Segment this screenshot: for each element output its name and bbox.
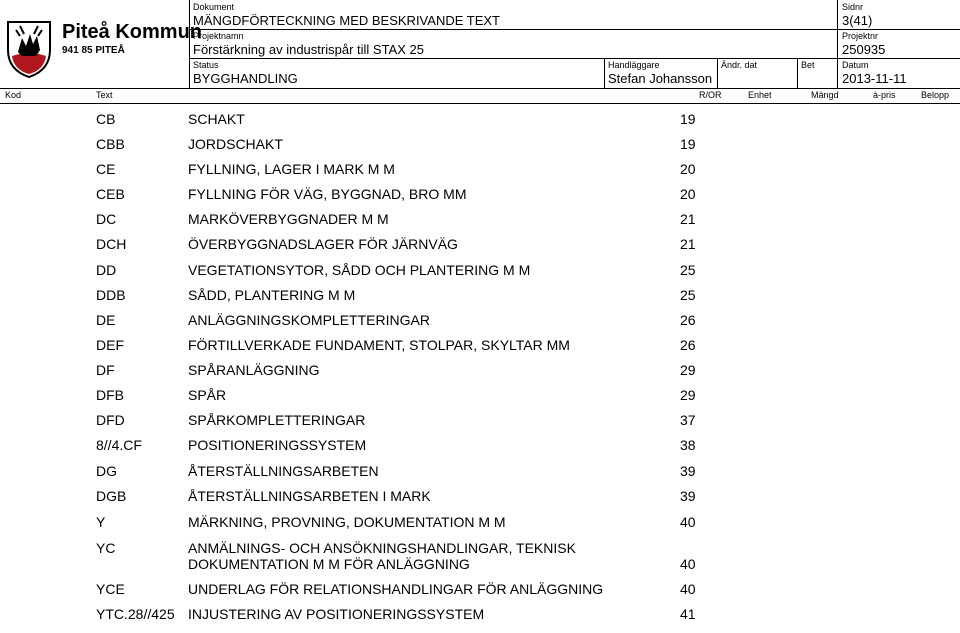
col-enhet: Enhet xyxy=(748,90,772,100)
col-apris: à-pris xyxy=(873,90,896,100)
item-code: DE xyxy=(96,312,116,328)
item-page: 25 xyxy=(680,287,696,303)
item-text: MARKÖVERBYGGNADER M M xyxy=(188,211,389,227)
item-code: DFD xyxy=(96,412,125,428)
datum-value: 2013-11-11 xyxy=(842,71,907,86)
item-text: ÅTERSTÄLLNINGSARBETEN xyxy=(188,463,379,479)
item-code: DD xyxy=(96,262,117,278)
item-page: 40 xyxy=(680,581,696,597)
item-page: 40 xyxy=(680,514,696,530)
reindeer-shield-icon xyxy=(6,20,52,78)
item-text: SCHAKT xyxy=(188,111,245,127)
item-page: 37 xyxy=(680,412,696,428)
logo xyxy=(6,20,203,82)
item-page: 21 xyxy=(680,211,696,227)
dokument-value: MÄNGDFÖRTECKNING MED BESKRIVANDE TEXT xyxy=(193,13,500,28)
item-code: CBB xyxy=(96,136,125,152)
divider xyxy=(189,29,960,30)
item-code: YTC.28//425 xyxy=(96,606,175,622)
item-page: 19 xyxy=(680,136,696,152)
dokument-label: Dokument xyxy=(193,2,235,12)
item-text: FYLLNING FÖR VÄG, BYGGNAD, BRO MM xyxy=(188,186,467,202)
item-code: DF xyxy=(96,362,115,378)
handlaggare-value: Stefan Johansson xyxy=(608,71,713,86)
item-code: DC xyxy=(96,211,117,227)
item-code: CB xyxy=(96,111,116,127)
item-code: CE xyxy=(96,161,116,177)
item-code: 8//4.CF xyxy=(96,437,142,453)
item-page: 39 xyxy=(680,463,696,479)
item-code: YCE xyxy=(96,581,125,597)
logo-address: 941 85 PITEÅ xyxy=(62,45,125,56)
item-page: 39 xyxy=(680,488,696,504)
item-text: DOKUMENTATION M M FÖR ANLÄGGNING xyxy=(188,556,470,572)
divider xyxy=(797,58,798,88)
projektnamn-label: Projektnamn xyxy=(193,31,244,41)
item-text: INJUSTERING AV POSITIONERINGSSYSTEM xyxy=(188,606,485,622)
projektnr-label: Projektnr xyxy=(842,31,879,41)
item-code: DG xyxy=(96,463,117,479)
item-text: POSITIONERINGSSYSTEM xyxy=(188,437,367,453)
item-text: ÅTERSTÄLLNINGSARBETEN I MARK xyxy=(188,488,431,504)
andr-dat-label: Ändr. dat xyxy=(721,60,758,70)
item-page: 41 xyxy=(680,606,696,622)
col-ror: R/OR xyxy=(699,90,722,100)
bet-label: Bet xyxy=(801,60,815,70)
item-page: 25 xyxy=(680,262,696,278)
item-text: UNDERLAG FÖR RELATIONSHANDLINGAR FÖR ANLÄGGNING xyxy=(188,581,604,597)
col-text: Text xyxy=(96,90,113,100)
item-text: MÄRKNING, PROVNING, DOKUMENTATION M M xyxy=(188,514,506,530)
item-text: FÖRTILLVERKADE FUNDAMENT, STOLPAR, SKYLTAR MM xyxy=(188,337,570,353)
divider xyxy=(604,58,605,88)
status-label: Status xyxy=(193,60,219,70)
item-text: FYLLNING, LAGER I MARK M M xyxy=(188,161,395,177)
divider xyxy=(717,58,718,88)
item-text: VEGETATIONSYTOR, SÅDD OCH PLANTERING M M xyxy=(188,262,531,278)
divider xyxy=(189,0,190,88)
document-header xyxy=(0,0,960,88)
divider xyxy=(189,58,960,59)
item-text: SPÅR xyxy=(188,387,227,403)
item-page: 29 xyxy=(680,362,696,378)
item-code: YC xyxy=(96,540,116,556)
item-text: SÅDD, PLANTERING M M xyxy=(188,287,356,303)
item-page: 38 xyxy=(680,437,696,453)
item-text: ÖVERBYGGNADSLAGER FÖR JÄRNVÄG xyxy=(188,236,458,252)
item-code: DDB xyxy=(96,287,126,303)
item-code: Y xyxy=(96,514,106,530)
item-text: SPÅRANLÄGGNING xyxy=(188,362,320,378)
item-page: 19 xyxy=(680,111,696,127)
handlaggare-label: Handläggare xyxy=(608,60,660,70)
item-text: JORDSCHAKT xyxy=(188,136,283,152)
item-page: 29 xyxy=(680,387,696,403)
column-header xyxy=(0,88,960,104)
projektnr-value: 250935 xyxy=(842,42,886,57)
sidnr-label: Sidnr xyxy=(842,2,864,12)
item-page: 26 xyxy=(680,337,696,353)
item-page: 21 xyxy=(680,236,696,252)
datum-label: Datum xyxy=(842,60,869,70)
col-belopp: Belopp xyxy=(921,90,950,100)
item-page: 40 xyxy=(680,556,696,572)
item-page: 20 xyxy=(680,186,696,202)
logo-name: Piteå Kommun xyxy=(62,21,203,43)
status-value: BYGGHANDLING xyxy=(193,71,298,86)
projektnamn-value: Förstärkning av industrispår till STAX 25 xyxy=(193,42,424,57)
item-text: SPÅRKOMPLETTERINGAR xyxy=(188,412,366,428)
divider xyxy=(837,0,838,88)
item-code: CEB xyxy=(96,186,125,202)
item-code: DFB xyxy=(96,387,124,403)
item-text: ANMÄLNINGS- OCH ANSÖKNINGSHANDLINGAR, TEKNISK xyxy=(188,540,576,556)
item-code: DCH xyxy=(96,236,127,252)
sidnr-value: 3(41) xyxy=(842,13,873,28)
item-code: DGB xyxy=(96,488,127,504)
item-page: 26 xyxy=(680,312,696,328)
item-text: ANLÄGGNINGSKOMPLETTERINGAR xyxy=(188,312,430,328)
item-page: 20 xyxy=(680,161,696,177)
col-kod: Kod xyxy=(5,90,22,100)
item-code: DEF xyxy=(96,337,124,353)
col-mangd: Mängd xyxy=(811,90,839,100)
